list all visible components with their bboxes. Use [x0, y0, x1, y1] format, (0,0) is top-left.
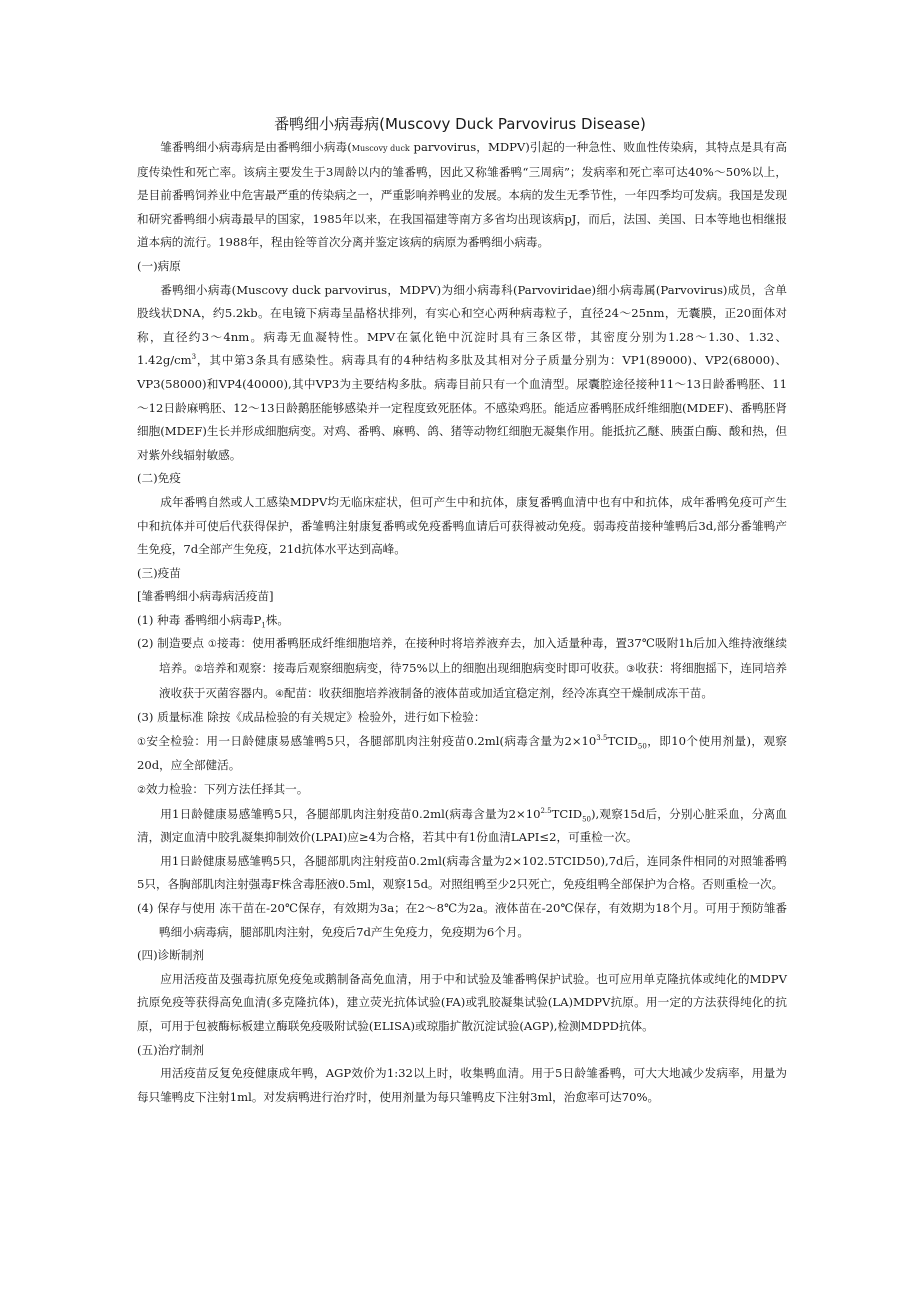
vaccine-item-3: (3) 质量标准 除按《成品检验的有关规定》检验外，进行如下检验：	[137, 710, 486, 725]
vaccine-item-2-step-2: 培养和观察：接毒后观察细胞病变，待75%以上的细胞出现细胞病变时即可收获。	[203, 661, 627, 676]
section-heading-immunity: (二)免疫	[137, 471, 181, 486]
vaccine-item-4: (4) 保存与使用 冻干苗在-20℃保存，有效期为3a；在2～8℃为2a。液体苗在-20℃保存，有效期为18个月。可用于预防雏番鸭细小病毒病，腿部肌肉注射，免疫后7d产生免疫力，免疫期为6个月。	[137, 901, 787, 939]
pathogen-paragraph	[137, 279, 787, 468]
safety-subscript: 50	[637, 742, 647, 751]
immunity-paragraph: 成年番鸭自然或人工感染MDPV均无临床症状，但可产生中和抗体，康复番鸭血清中也有中和抗体，成年番鸭免疫可产生中和抗体并可使后代获得保护，番雏鸭注射康复番鸭或免疫番鸭血请后可获得被动免疫。弱毒疫苗接种雏鸭后3d,部分番雏鸭产生免疫，7d全部产生免疫，21d抗体水平达到高峰。	[137, 494, 787, 557]
efficacy-circled-number: ②	[137, 785, 146, 797]
safety-text-b: TCID	[607, 733, 638, 748]
vaccine-item-2	[137, 632, 787, 706]
safety-text-a: 安全检验：用一日龄健康易感雏鸭5只，各腿部肌肉注射疫苗0.2ml(病毒含量为2×10	[146, 733, 597, 748]
vaccine-item-2-step-4: 配苗：收获细胞培养液制备的液体苗或加适宜稳定剂，经冷冻真空干燥制成冻干苗。	[283, 685, 713, 700]
efficacy-heading-text: 效力检验：下列方法任择其一。	[145, 782, 309, 797]
intro-text-a: 雏番鸭细小病毒病是由番鸭细小病毒(	[160, 140, 352, 154]
method-1-superscript: 2.5	[540, 806, 552, 815]
method-1-text-c: ),观察15d后，分别心脏采血，分离血清，测定血清中胶乳凝集抑制效价(LPAI)应≥4为合格，若其中有1份血清LAPI≤2，可重检一次。	[137, 806, 787, 845]
section-heading-diagnostics: (四)诊断制剂	[137, 948, 205, 963]
circled-number-4: ④	[274, 688, 284, 700]
section-heading-vaccine: (三)疫苗	[137, 565, 181, 580]
section-heading-pathogen: (一)病原	[137, 258, 181, 273]
safety-text-c: ，即10个使用剂量)，观察20d，应全部健活。	[137, 733, 788, 773]
circled-number-1: ①	[207, 639, 217, 651]
efficacy-method-1	[137, 803, 787, 850]
vaccine-subheading: [雏番鸭细小病毒病活疫苗]	[137, 589, 274, 604]
vaccine-item-1-end: 株。	[265, 612, 290, 627]
method-1-text-a: 用1日龄健康易感雏鸭5只，各腿部肌肉注射疫苗0.2ml(病毒含量为2×10	[160, 806, 541, 821]
page-title: 番鸭细小病毒病(Muscovy Duck Parvovirus Disease)	[274, 115, 646, 133]
vaccine-item-1-subscript: 1	[261, 621, 266, 630]
document-body	[137, 136, 787, 1109]
diagnostics-paragraph: 应用活疫苗及强毒抗原免疫兔或鹅制备高免血清，用于中和试验及雏番鸭保护试验。也可应用单克隆抗体或纯化的MDPV抗原免疫等获得高免血清(多克隆抗体)，建立荧光抗体试验(FA)或乳胶凝集试验(LA)MDPV抗原。用一定的方法获得纯化的抗原，可用于包被酶标板建立酶联免疫吸附试验(ELISA)或琼脂扩散沉淀试验(AGP),检测MDPD抗体。	[137, 971, 787, 1033]
circled-number-3: ③	[626, 664, 636, 676]
safety-superscript: 3.5	[596, 733, 608, 742]
pathogen-superscript: 3	[191, 353, 197, 362]
pathogen-text-a: 番鸭细小病毒(Muscovy duck parvovirus，MDPV)为细小病毒科(Parvoviridae)细小病毒属(Parvovirus)成员，含单股线状DNA，约5.2kb。在电镜下病毒呈晶格状排列，有实心和空心两种病毒粒子，直径24～25nm，无囊膜，正20面体对称，直径约3～4nm。病毒无血凝特性。MPV在氯化铯中沉淀时具有三条区带，其密度分别为1.28～1.30、1.32、1.42g/cm	[137, 282, 787, 368]
intro-text-small: Muscovy duck	[351, 144, 410, 153]
safety-circled-number: ①	[137, 736, 147, 748]
intro-text-c: parvovirus，MDPV)引起的一种急性、败血性传染病，其特点是具有高度传染性和死亡率。该病主要发生于3周龄以内的雏番鸭，因此又称雏番鸭“三周病”；发病率和死亡率可达40%～50%以上，是目前番鸭饲养业中危害最严重的传染病之一，严重影响养鸭业的发展。本病的发生无季节性，一年四季均可发病。我国是发现和研究番鸭细小病毒最早的国家，1985年以来，在我国福建等南方多省均出现该病pJ，而后，法国、美国、日本等地也相继报道本病的流行。1988年，程由铨等首次分离并鉴定该病的病原为番鸭细小病毒。	[137, 140, 787, 250]
pathogen-text-b: ，其中第3条具有感染性。病毒具有的4种结构多肽及其相对分子质量分别为：VP1(89000)、VP2(68000)、VP3(58000)和VP4(40000),其中VP3为主要结构多肽。病毒目前只有一个血清型。尿囊腔途径接种11～13日龄番鸭胚、11～12日龄麻鸭胚、12～13日龄鹅胚能够感染并一定程度致死胚体。不感染鸡胚。能适应番鸭胚成纤维细胞(MDEF)、番鸭胚肾细胞(MDEF)生长并形成细胞病变。对鸡、番鸭、麻鸭、鸽、猪等动物红细胞无凝集作用。能抵抗乙醚、胰蛋白酶、酸和热，但对紫外线辐射敏感。	[137, 353, 787, 462]
method-1-text-b: TCID	[551, 806, 583, 821]
vaccine-item-1	[137, 609, 787, 633]
intro-paragraph	[137, 136, 787, 255]
efficacy-method-2: 用1日龄健康易感雏鸭5只，各腿部肌肉注射疫苗0.2ml(病毒含量为2×102.5TCID50),7d后，连同条件相同的对照雏番鸭5只，各胸部肌肉注射强毒F株含毒胚液0.5ml，观察15d。对照组鸭至少2只死亡，免疫组鸭全部保护为合格。否则重检一次。	[137, 853, 787, 892]
efficacy-test-heading	[137, 778, 787, 803]
circled-number-2: ②	[194, 664, 204, 676]
vaccine-item-2-label: (2) 制造要点	[137, 636, 208, 651]
vaccine-item-2-step-1: 接毒：使用番鸭胚成纤维细胞培养，在接种时将培养液弃去，加入适量种毒，置37℃吸附1h后加入维持液继续培养。	[159, 636, 787, 676]
vaccine-item-1-text: (1) 种毒 番鸭细小病毒P	[137, 612, 262, 627]
vaccine-item-2-step-3: 收获：将细胞摇下，连同培养液收获于灭菌容器内。	[159, 661, 787, 700]
section-heading-treatment: (五)治疗制剂	[137, 1042, 205, 1057]
method-1-subscript: 50	[582, 814, 591, 823]
treatment-paragraph: 用活疫苗反复免疫健康成年鸭，AGP效价为1:32以上时，收集鸭血清。用于5日龄雏番鸭，可大大地减少发病率，用量为每只雏鸭皮下注射1ml。对发病鸭进行治疗时，使用剂量为每只雏鸭皮下注射3ml，治愈率可达70%。	[137, 1066, 787, 1104]
safety-test-paragraph	[137, 730, 787, 778]
